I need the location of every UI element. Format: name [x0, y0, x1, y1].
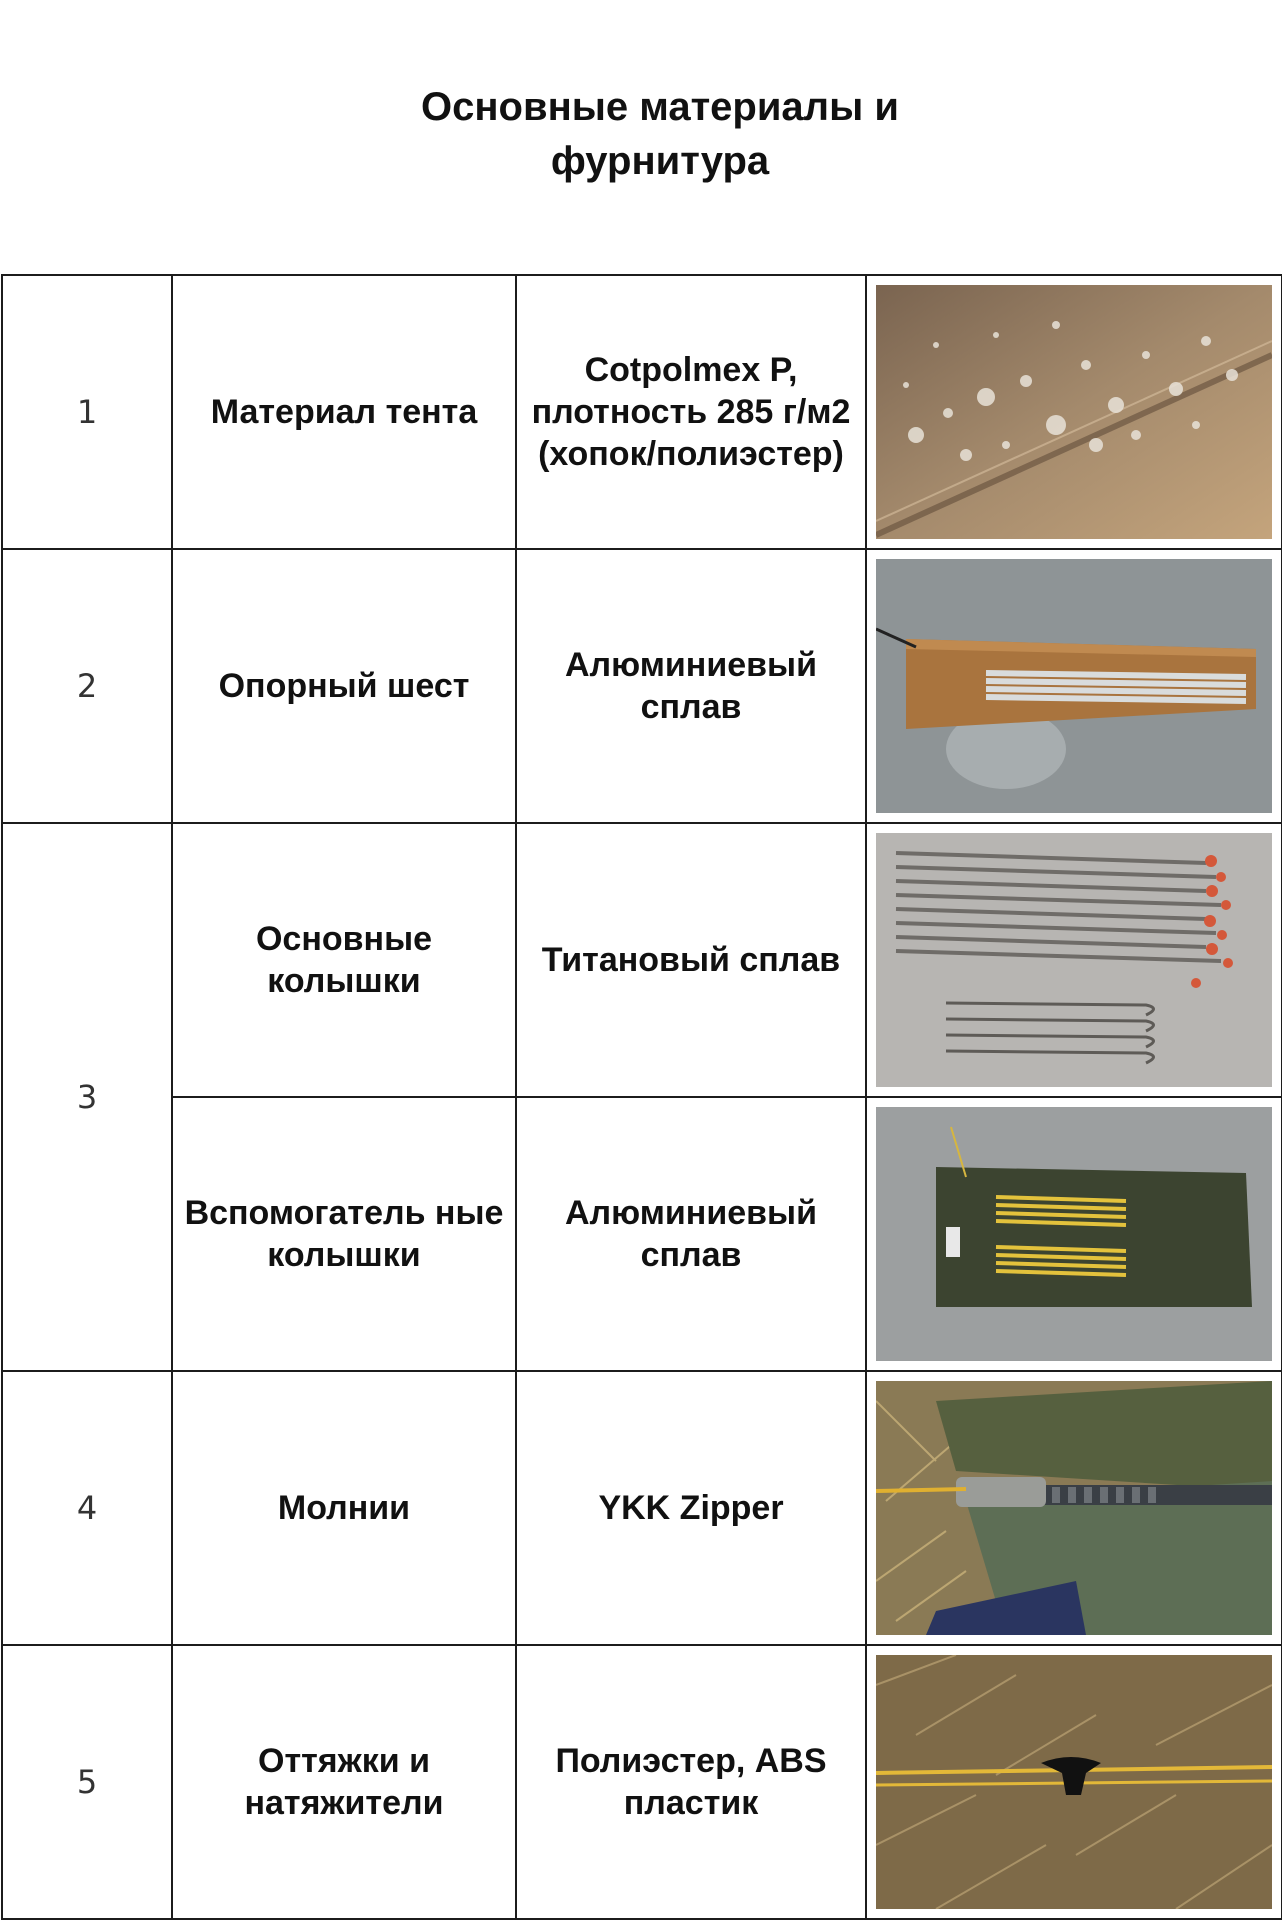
image-cell — [866, 1097, 1282, 1371]
table-row — [2, 823, 1282, 1097]
material-description: Cotpolmex P, плотность 285 г/м2 (хопок/полиэстер) — [531, 351, 851, 473]
row-number: 2 — [76, 667, 98, 705]
titanium-stakes-photo — [876, 833, 1272, 1087]
component-name: Основные колышки — [255, 920, 433, 1000]
row-number-cell — [2, 1371, 172, 1645]
table-row — [2, 275, 1282, 549]
material-description: YKK Zipper — [598, 1489, 784, 1527]
table-row — [2, 1371, 1282, 1645]
material-cell — [516, 1371, 866, 1645]
row-number: 3 — [76, 1078, 98, 1116]
page-title-line-1: Основные материалы и — [421, 85, 899, 129]
component-cell — [172, 1097, 516, 1371]
image-cell — [866, 275, 1282, 549]
component-cell — [172, 275, 516, 549]
component-cell — [172, 1371, 516, 1645]
component-name: Вспомогатель ные колышки — [184, 1194, 504, 1274]
table-row — [2, 549, 1282, 823]
page-title — [0, 80, 1282, 188]
material-description: Алюминиевый сплав — [565, 1194, 817, 1274]
page-title-line-2: фурнитура — [550, 139, 770, 183]
guy-lines-tensioner-photo — [876, 1655, 1272, 1909]
component-name: Оттяжки и натяжители — [244, 1742, 444, 1822]
image-cell — [866, 823, 1282, 1097]
component-name: Опорный шест — [218, 667, 470, 705]
material-description: Алюминиевый сплав — [565, 646, 817, 726]
component-cell — [172, 1645, 516, 1919]
materials-table — [1, 274, 1282, 1920]
image-cell — [866, 1645, 1282, 1919]
row-number: 5 — [76, 1763, 98, 1801]
material-cell — [516, 1645, 866, 1919]
row-number: 1 — [76, 393, 98, 431]
ykk-zipper-photo — [876, 1381, 1272, 1635]
row-number-cell — [2, 823, 172, 1371]
waterproof-fabric-photo — [876, 285, 1272, 539]
aluminum-poles-photo — [876, 559, 1272, 813]
material-cell — [516, 1097, 866, 1371]
image-cell — [866, 1371, 1282, 1645]
material-cell — [516, 275, 866, 549]
aluminum-stakes-bag-photo — [876, 1107, 1272, 1361]
component-name: Молнии — [277, 1489, 411, 1527]
table-row — [2, 1645, 1282, 1919]
row-number-cell — [2, 549, 172, 823]
row-number: 4 — [76, 1489, 98, 1527]
component-cell — [172, 823, 516, 1097]
material-cell — [516, 823, 866, 1097]
material-description: Титановый сплав — [541, 941, 841, 979]
row-number-cell — [2, 1645, 172, 1919]
material-cell — [516, 549, 866, 823]
image-cell — [866, 549, 1282, 823]
material-description: Полиэстер, ABS пластик — [555, 1742, 827, 1822]
component-name: Материал тента — [210, 393, 478, 431]
component-cell — [172, 549, 516, 823]
row-number-cell — [2, 275, 172, 549]
table-row — [2, 1097, 1282, 1371]
